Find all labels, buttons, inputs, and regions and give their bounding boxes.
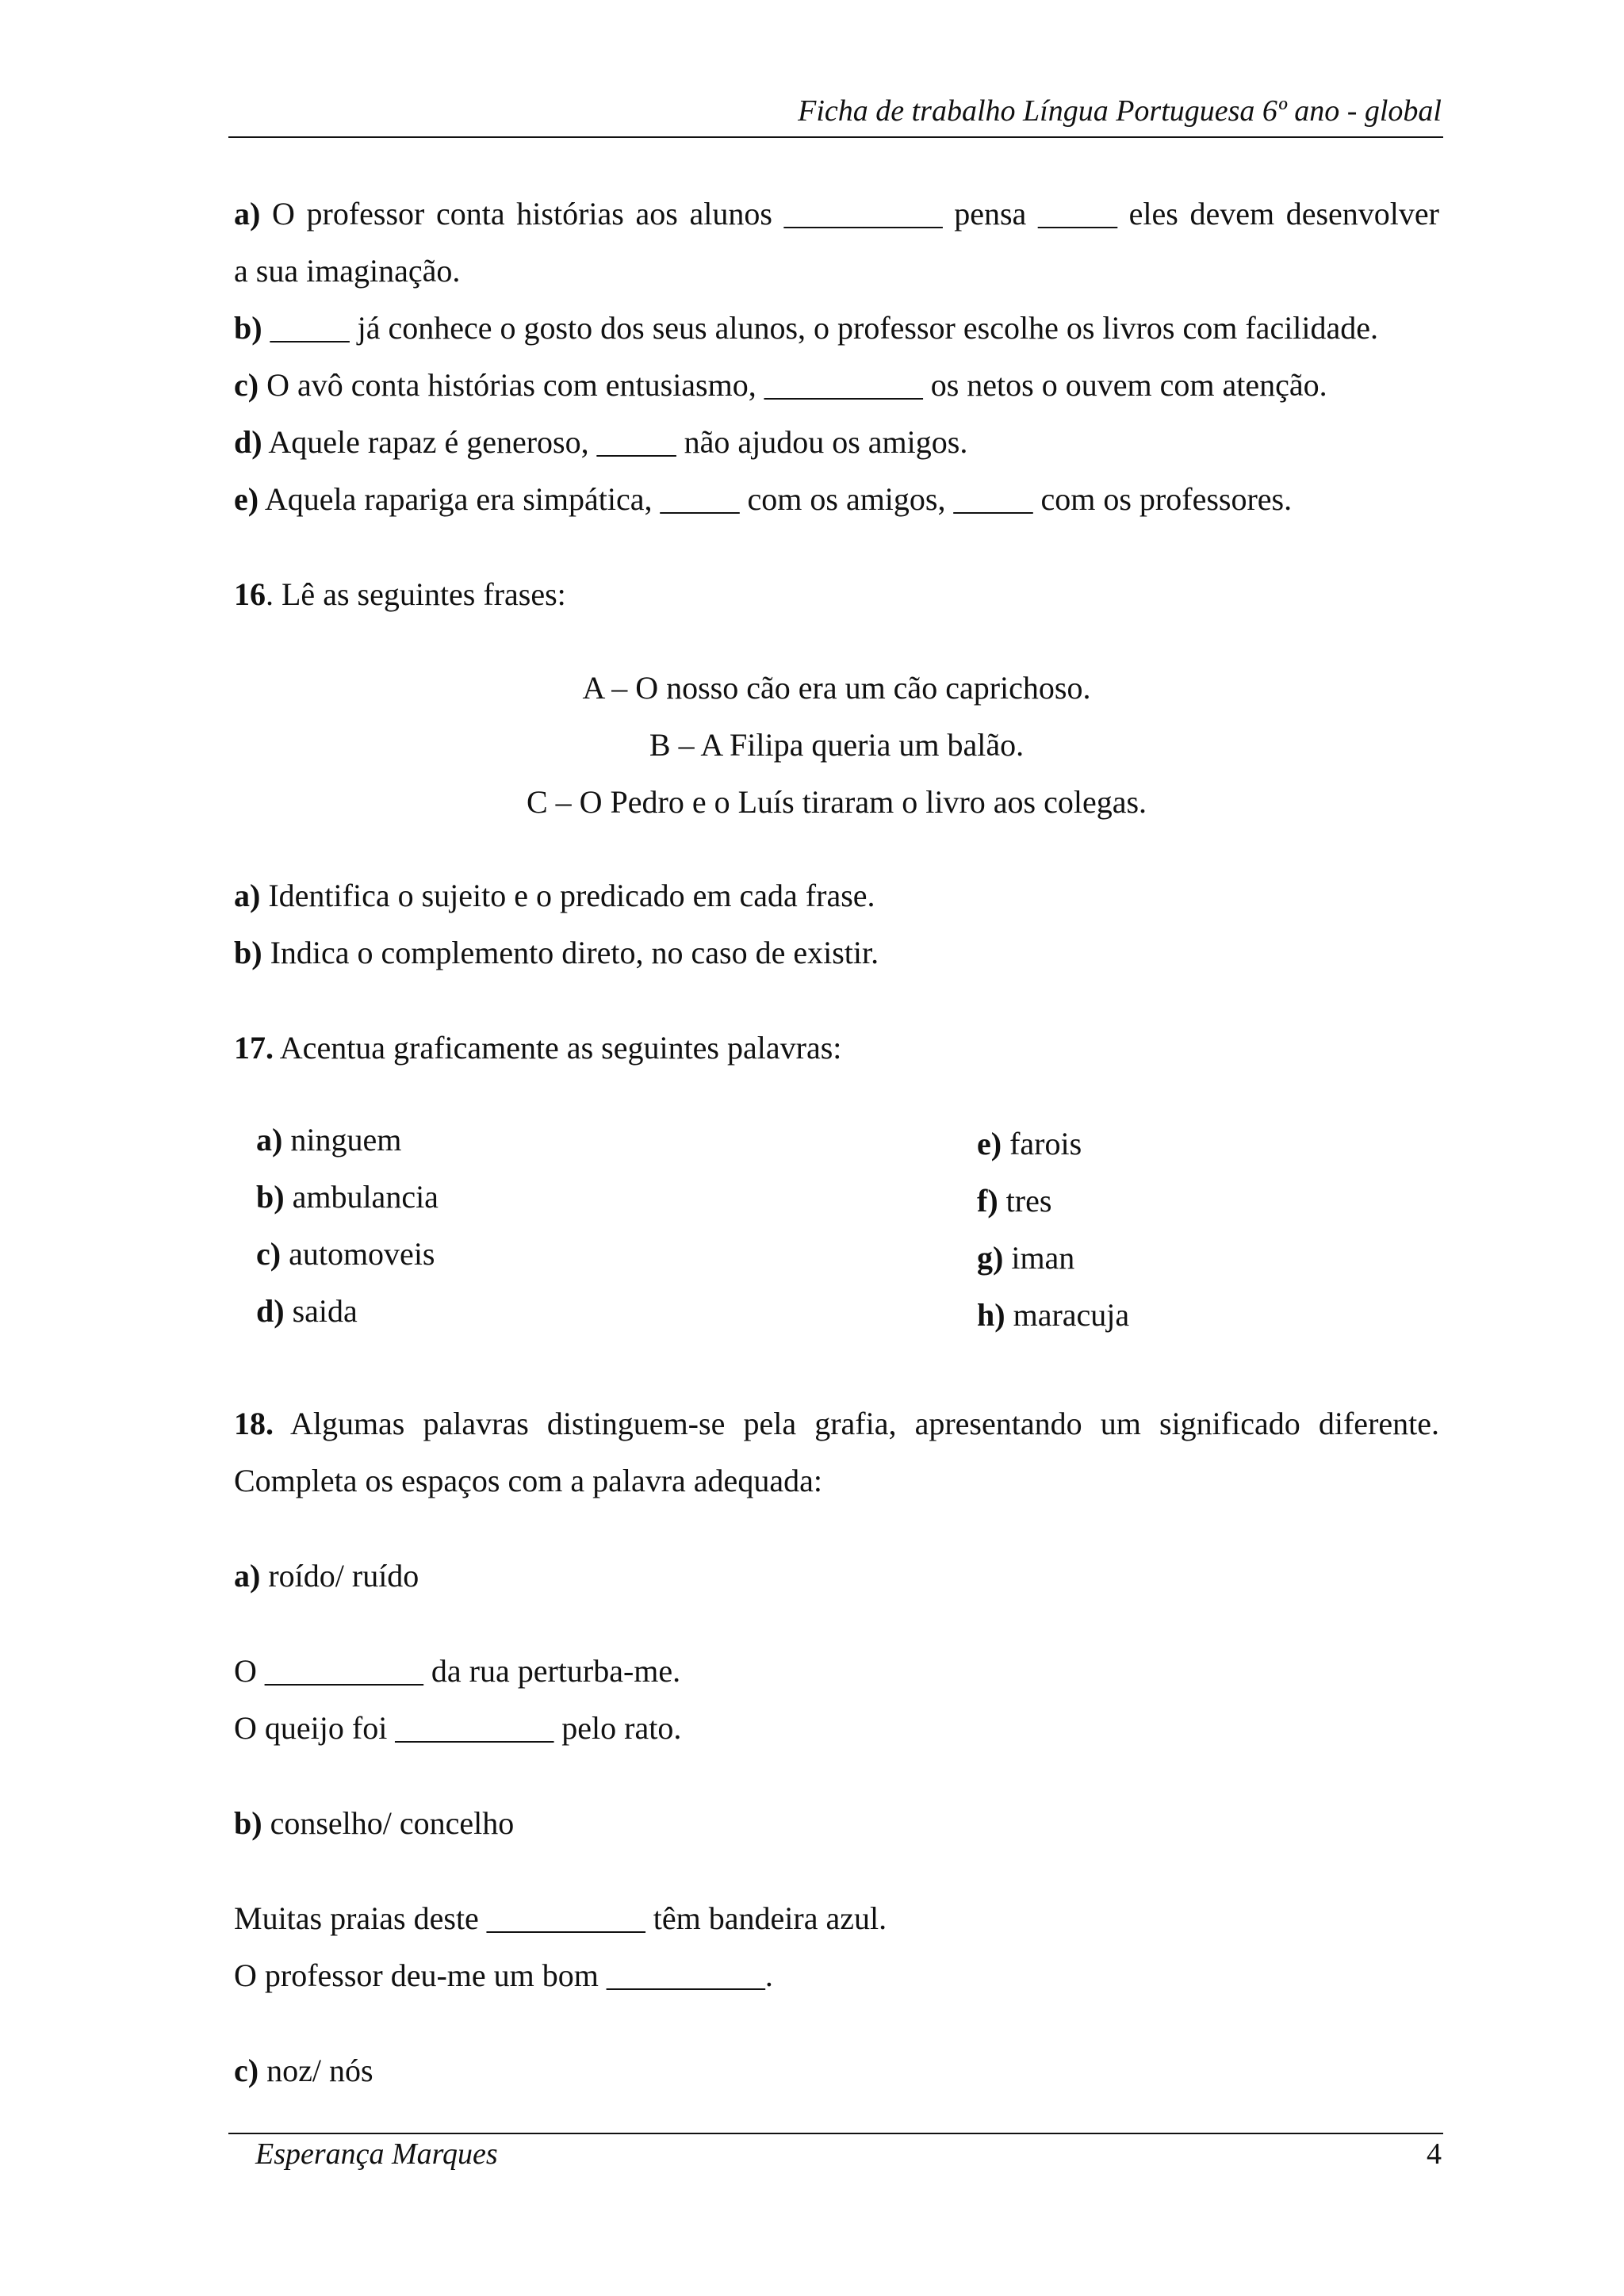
item-label: a)	[234, 1558, 261, 1594]
ex18-item-a-sentence2: O queijo foi __________ pelo rato.	[234, 1710, 682, 1746]
item-label: c)	[234, 367, 259, 403]
item-label: b)	[234, 310, 262, 346]
ex18-item-a-pair	[234, 1560, 419, 1592]
item-word: iman	[1011, 1240, 1075, 1276]
item-label: b)	[234, 935, 262, 970]
exercise-prompt: Acentua graficamente as seguintes palavras:	[279, 1030, 842, 1066]
ex17-word-c	[256, 1238, 435, 1270]
ex15-item-d	[234, 424, 968, 460]
item-text: O professor conta histórias aos alunos __________ pensa _____ eles devem desenvolver	[271, 196, 1439, 232]
item-label: b)	[256, 1179, 285, 1215]
exercise-number: 17.	[234, 1030, 274, 1066]
item-label: f)	[977, 1183, 998, 1219]
header-divider	[228, 136, 1443, 138]
item-text: _____ já conhece o gosto dos seus alunos, o professor escolhe os livros com facilidade.	[270, 310, 1379, 346]
item-text: Identifica o sujeito e o predicado em cada frase.	[268, 878, 875, 913]
ex15-item-b	[234, 312, 1378, 344]
ex17-word-g	[977, 1242, 1074, 1274]
exercise-prompt: Algumas palavras distinguem-se pela grafia, apresentando um significado diferente.	[289, 1406, 1440, 1441]
item-label: d)	[256, 1293, 285, 1329]
word-pair: conselho/ concelho	[270, 1805, 515, 1841]
ex16-sentence-c: C – O Pedro e o Luís tiraram o livro aos colegas.	[526, 784, 1147, 820]
ex15-item-c	[234, 369, 1327, 401]
word-pair: roído/ ruído	[268, 1558, 419, 1594]
item-label: c)	[256, 1236, 282, 1272]
item-label: a)	[256, 1122, 283, 1158]
ex17-word-e	[977, 1128, 1082, 1160]
item-label: a)	[234, 878, 261, 913]
exercise-prompt: . Lê as seguintes frases:	[266, 576, 566, 612]
ex15-item-e	[234, 481, 1293, 517]
page-header-title: Ficha de trabalho Língua Portuguesa 6º ano - global	[798, 94, 1442, 128]
item-label: e)	[234, 481, 259, 517]
page-number: 4	[1427, 2137, 1442, 2171]
ex16-item-b	[234, 937, 879, 969]
item-label: h)	[977, 1297, 1005, 1333]
item-text: Indica o complemento direto, no caso de existir.	[270, 935, 879, 970]
ex17-word-d	[256, 1295, 358, 1327]
ex15-item-a-line1	[234, 198, 1439, 230]
item-text: O avô conta histórias com entusiasmo, __________ os netos o ouvem com atenção.	[266, 367, 1327, 403]
ex15-item-a-line2: a sua imaginação.	[234, 253, 461, 289]
footer-author: Esperança Marques	[255, 2137, 498, 2171]
ex16-sentence-a: A – O nosso cão era um cão caprichoso.	[582, 670, 1091, 706]
ex18-item-b-sentence2: O professor deu-me um bom __________.	[234, 1957, 773, 1993]
item-word: farois	[1009, 1126, 1082, 1161]
ex17-word-a	[256, 1124, 401, 1156]
ex18-item-c-pair	[234, 2055, 373, 2087]
ex16-sentence-b: B – A Filipa queria um balão.	[649, 727, 1025, 763]
ex17-heading	[234, 1032, 841, 1064]
footer-divider	[228, 2133, 1443, 2134]
exercise-number: 16	[234, 576, 266, 612]
ex16-item-a	[234, 880, 875, 912]
ex17-word-f	[977, 1185, 1051, 1217]
item-word: tres	[1005, 1183, 1052, 1219]
item-label: c)	[234, 2053, 259, 2088]
ex16-heading	[234, 576, 566, 612]
item-label: e)	[977, 1126, 1002, 1161]
item-label: b)	[234, 1805, 262, 1841]
ex18-item-b-pair	[234, 1805, 515, 1841]
exercise-number: 18.	[234, 1406, 274, 1441]
ex17-word-b	[256, 1181, 439, 1213]
ex17-word-h	[977, 1299, 1129, 1331]
item-word: ninguem	[290, 1122, 402, 1158]
item-word: saida	[292, 1293, 358, 1329]
ex18-prompt-line2: Completa os espaços com a palavra adequada:	[234, 1463, 822, 1498]
ex18-item-b-sentence1: Muitas praias deste __________ têm bandeira azul.	[234, 1900, 887, 1936]
item-text: Aquele rapaz é generoso, _____ não ajudou os amigos.	[268, 424, 968, 460]
ex18-item-a-sentence1: O __________ da rua perturba-me.	[234, 1653, 681, 1689]
item-word: maracuja	[1013, 1297, 1130, 1333]
item-label: g)	[977, 1240, 1004, 1276]
ex18-prompt-line1	[234, 1408, 1439, 1440]
item-word: automoveis	[289, 1236, 435, 1272]
item-word: ambulancia	[292, 1179, 439, 1215]
item-text: Aquela rapariga era simpática, _____ com os amigos, _____ com os professores.	[264, 481, 1293, 517]
word-pair: noz/ nós	[266, 2053, 373, 2088]
item-label: a)	[234, 196, 261, 232]
item-label: d)	[234, 424, 262, 460]
